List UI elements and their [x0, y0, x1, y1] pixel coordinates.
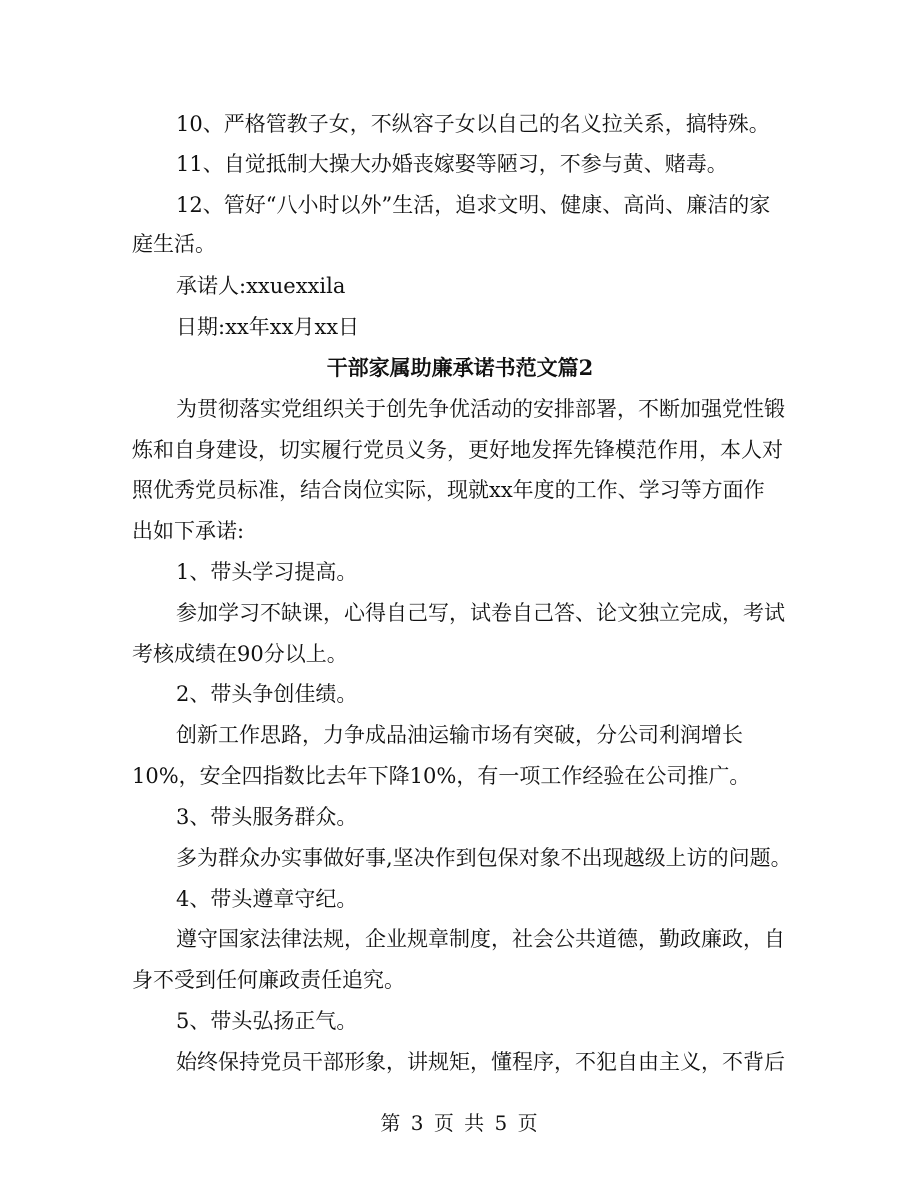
paragraph-line: 庭生活。 [132, 232, 216, 256]
paragraph-line: 10%，安全四指数比去年下降10%，有一项工作经验在公司推广。 [132, 764, 751, 788]
paragraph-line: 12、管好“八小时以外”生活，追求文明、健康、高尚、廉洁的家 [176, 193, 771, 217]
paragraph-line: 11、自觉抵制大操大办婚丧嫁娶等陋习，不参与黄、赌毒。 [176, 152, 728, 176]
section-title: 干部家属助廉承诺书范文篇2 [326, 355, 594, 380]
date-line: 日期:xx年xx月xx日 [176, 315, 360, 339]
list-heading: 4、带头遵章守纪。 [176, 887, 358, 911]
list-heading: 1、带头学习提高。 [176, 560, 358, 584]
paragraph-line: 创新工作思路，力争成品油运输市场有突破，分公司利润增长 [176, 723, 743, 747]
paragraph-line: 身不受到任何廉政责任追究。 [132, 968, 405, 992]
paragraph-line: 考核成绩在90分以上。 [132, 642, 348, 666]
list-heading: 3、带头服务群众。 [176, 805, 358, 829]
paragraph-line: 炼和自身建设，切实履行党员义务，更好地发挥先锋模范作用，本人对 [132, 438, 783, 462]
paragraph-line: 始终保持党员干部形象，讲规矩，懂程序，不犯自由主义，不背后 [176, 1050, 785, 1074]
paragraph-line: 遵守国家法律法规，企业规章制度，社会公共道德，勤政廉政，自 [176, 927, 785, 951]
page-footer: 第 3 页 共 5 页 [380, 1111, 540, 1135]
paragraph-line: 10、严格管教子女，不纵容子女以自己的名义拉关系，搞特殊。 [176, 112, 770, 136]
list-heading: 5、带头弘扬正气。 [176, 1009, 358, 1033]
list-heading: 2、带头争创佳绩。 [176, 682, 358, 706]
paragraph-line: 为贯彻落实党组织关于创先争优活动的安排部署，不断加强党性锻 [176, 397, 785, 421]
paragraph-line: 参加学习不缺课，心得自己写，试卷自己答、论文独立完成，考试 [176, 601, 785, 625]
paragraph-line: 出如下承诺: [132, 519, 245, 543]
paragraph-line: 多为群众办实事做好事,坚决作到包保对象不出现越级上访的问题。 [176, 846, 792, 870]
signatory-line: 承诺人:xxuexxila [176, 274, 346, 298]
paragraph-line: 照优秀党员标准，结合岗位实际，现就xx年度的工作、学习等方面作 [132, 478, 765, 502]
